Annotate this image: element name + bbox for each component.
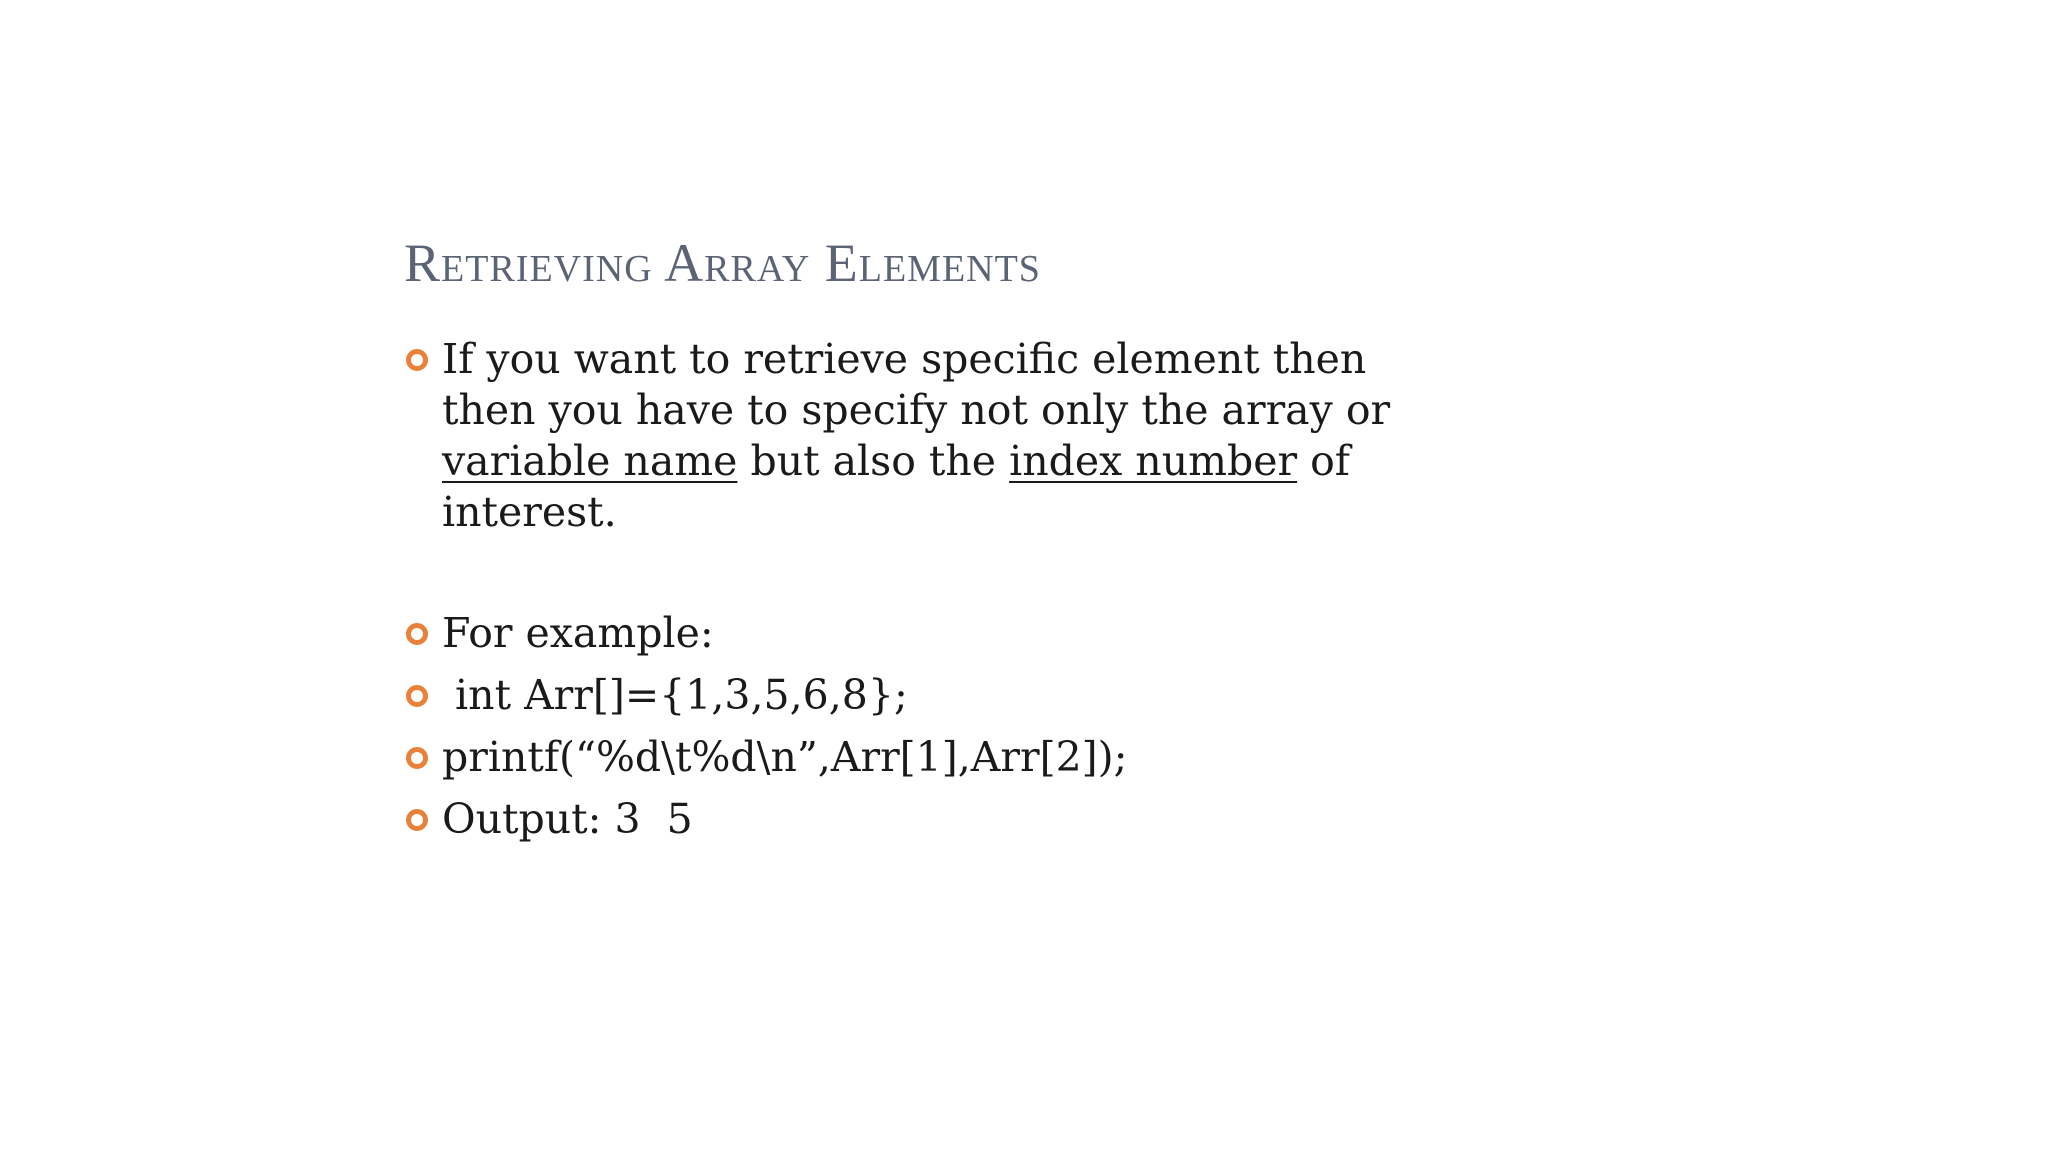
underlined-term-index-number: index number <box>1009 437 1298 485</box>
bullet-item-for-example <box>404 608 1464 659</box>
slide-title: Retrieving Array Elements <box>404 233 1041 293</box>
bullet-circle-icon <box>406 747 428 769</box>
bullet-circle-icon <box>406 809 428 831</box>
bullet-text <box>442 334 1464 538</box>
bullet-item-array-declaration <box>404 670 1464 721</box>
bullet-text: printf(“%d\t%d\n”,Arr[1],Arr[2]); <box>442 733 1128 781</box>
bullet-list <box>404 334 1464 856</box>
bullet-text: Output: 3 5 <box>442 795 693 843</box>
bullet-circle-icon <box>406 685 428 707</box>
bullet-circle-icon <box>406 349 428 371</box>
bullet-circle-icon <box>406 623 428 645</box>
underlined-term-variable-name: variable name <box>442 437 738 485</box>
bullet-item-printf <box>404 732 1464 783</box>
bullet-text-part: but also the <box>737 437 1010 485</box>
bullet-item-retrieve <box>404 334 1464 538</box>
bullet-text: For example: <box>442 609 714 657</box>
bullet-text-part: If you want to retrieve specific element then then you have to specify not only the array or <box>442 335 1404 434</box>
bullet-text-part: of interest. <box>442 437 1364 536</box>
bullet-text: int Arr[]={1,3,5,6,8}; <box>442 671 908 719</box>
bullet-item-output <box>404 794 1464 845</box>
